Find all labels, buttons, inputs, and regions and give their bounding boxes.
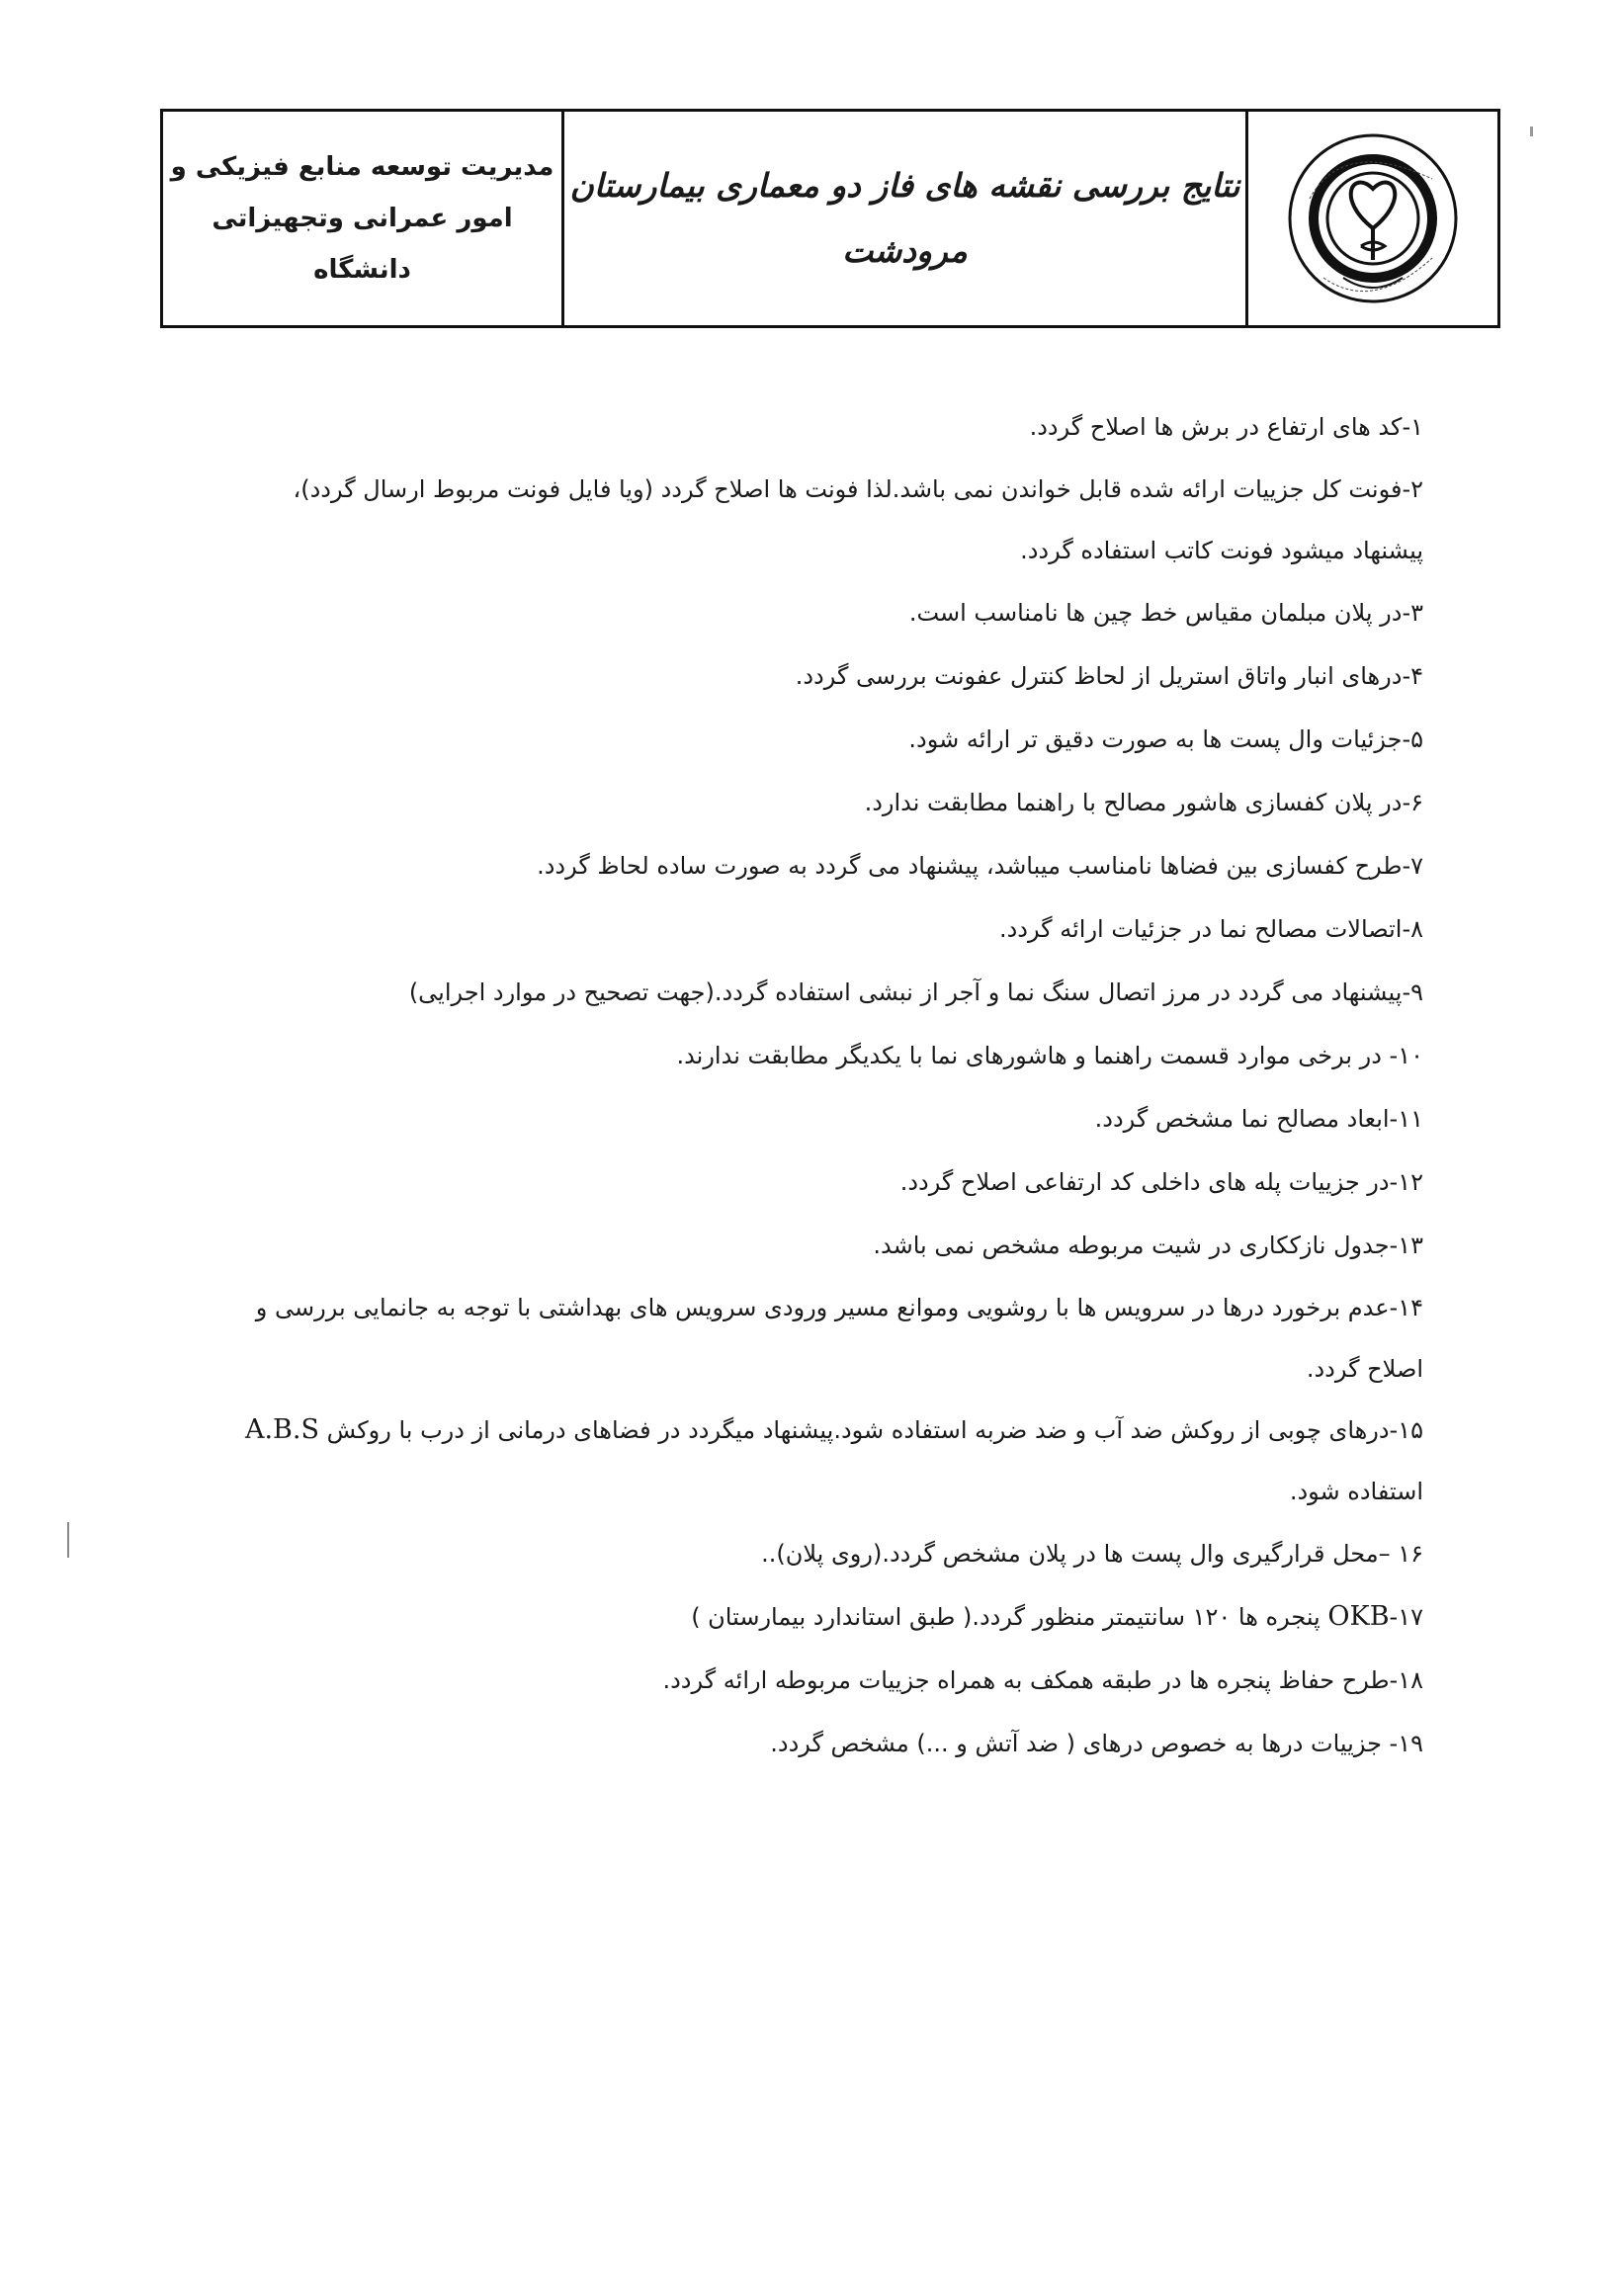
scan-dot bbox=[1530, 127, 1533, 136]
review-item bbox=[237, 1277, 1423, 1400]
review-item bbox=[237, 1712, 1423, 1775]
review-item bbox=[237, 1150, 1423, 1214]
review-item-text: ۱-کد های ارتفاع در برش ها اصلاح گردد. bbox=[1029, 413, 1423, 441]
review-item-text-after: پنجره ها ۱۲۰ سانتیمتر منظور گردد.( طبق استاندارد بیمارستان ) bbox=[691, 1603, 1321, 1631]
review-item-text: ۱۰- در برخی موارد قسمت راهنما و هاشورهای نما با یکدیگر مطابقت ندارند. bbox=[676, 1042, 1423, 1069]
review-item-text: ۳-در پلان مبلمان مقیاس خط چین ها نامناسب است. bbox=[908, 599, 1423, 627]
review-item-text: ۵-جزئیات وال پست ها به صورت دقیق تر ارائه شود. bbox=[908, 725, 1423, 753]
review-items-list bbox=[237, 395, 1423, 1775]
review-item bbox=[237, 961, 1423, 1024]
review-item bbox=[237, 459, 1423, 581]
review-item-text: ۱۱-ابعاد مصالح نما مشخص گردد. bbox=[1094, 1105, 1423, 1133]
review-item bbox=[237, 771, 1423, 834]
department-line1: مدیریت توسعه منابع فیزیکی و bbox=[170, 152, 554, 182]
university-seal-icon bbox=[1284, 129, 1462, 307]
header-table bbox=[160, 109, 1500, 328]
review-item-text-after: استفاده شود. bbox=[1289, 1478, 1423, 1505]
review-item-ltr-term: A.B.S bbox=[244, 1414, 319, 1445]
document-title-line2: مرودشت bbox=[842, 231, 968, 270]
review-item-text: ۱۸-طرح حفاظ پنجره ها در طبقه همکف به همراه جزییات مربوطه ارائه گردد. bbox=[662, 1666, 1423, 1694]
review-item bbox=[237, 1214, 1423, 1277]
logo-cell bbox=[1245, 112, 1497, 325]
review-item bbox=[237, 1087, 1423, 1150]
review-item-ltr-term: OKB bbox=[1327, 1601, 1390, 1632]
review-item-text: ۱۲-در جزییات پله های داخلی کد ارتفاعی اصلاح گردد. bbox=[899, 1168, 1423, 1196]
review-item-text: ۱۹- جزییات درها به خصوص درهای ( ضد آتش و ...) مشخص گردد. bbox=[770, 1730, 1423, 1757]
review-item bbox=[237, 708, 1423, 771]
review-item bbox=[237, 395, 1423, 459]
department-line2: امور عمرانی وتجهیزاتی دانشگاه bbox=[212, 204, 513, 285]
document-title-line1: نتایج بررسی نقشه های فاز دو معماری بیمارستان bbox=[569, 166, 1240, 205]
review-item bbox=[237, 1585, 1423, 1649]
review-item bbox=[237, 1649, 1423, 1712]
review-item-text: ۴-درهای انبار واتاق استریل از لحاظ کنترل عفونت بررسی گردد. bbox=[795, 662, 1423, 690]
review-item-text: ۱۶ –محل قرارگیری وال پست ها در پلان مشخص گردد.(روی پلان).. bbox=[761, 1540, 1423, 1568]
review-item bbox=[237, 1024, 1423, 1087]
review-item bbox=[237, 897, 1423, 961]
review-item-text: ۶-در پلان کفسازی هاشور مصالح با راهنما مطابقت ندارد. bbox=[864, 789, 1423, 816]
review-item-text: ۸-اتصالات مصالح نما در جزئیات ارائه گردد. bbox=[998, 915, 1423, 943]
review-item-text: ۹-پیشنهاد می گردد در مرز اتصال سنگ نما و آجر از نبشی استفاده گردد.(جهت تصحیح در موارد اجرایی) bbox=[408, 978, 1423, 1006]
department-cell bbox=[163, 112, 561, 325]
review-item bbox=[237, 581, 1423, 644]
review-item-text: ۱۷- bbox=[1389, 1603, 1423, 1631]
document-title-cell bbox=[561, 112, 1245, 325]
review-item-text: ۱۴-عدم برخورد درها در سرویس ها با روشویی وموانع مسیر ورودی سرویس های بهداشتی با توجه به جانمایی بررسی و اصلاح گردد. bbox=[255, 1294, 1423, 1383]
review-item-text: ۱۳-جدول نازککاری در شیت مربوطه مشخص نمی باشد. bbox=[873, 1232, 1423, 1259]
review-item-text: ۱۵-درهای چوبی از روکش ضد آب و ضد ضربه استفاده شود.پیشنهاد میگردد در فضاهای درمانی از درب با روکش bbox=[326, 1416, 1423, 1444]
review-item-text: ۲-فونت کل جزییات ارائه شده قابل خواندن نمی باشد.لذا فونت ها اصلاح گردد (ویا فایل فونت مربوط ارسال گردد)، پیشنهاد میشود فونت کاتب استفاده گردد. bbox=[293, 475, 1423, 564]
review-item bbox=[237, 644, 1423, 708]
scan-mark bbox=[67, 1522, 69, 1558]
review-item bbox=[237, 834, 1423, 897]
review-item bbox=[237, 1522, 1423, 1585]
review-item bbox=[237, 1400, 1423, 1522]
review-item-text: ۷-طرح کفسازی بین فضاها نامناسب میباشد، پیشنهاد می گردد به صورت ساده لحاظ گردد. bbox=[537, 852, 1423, 880]
